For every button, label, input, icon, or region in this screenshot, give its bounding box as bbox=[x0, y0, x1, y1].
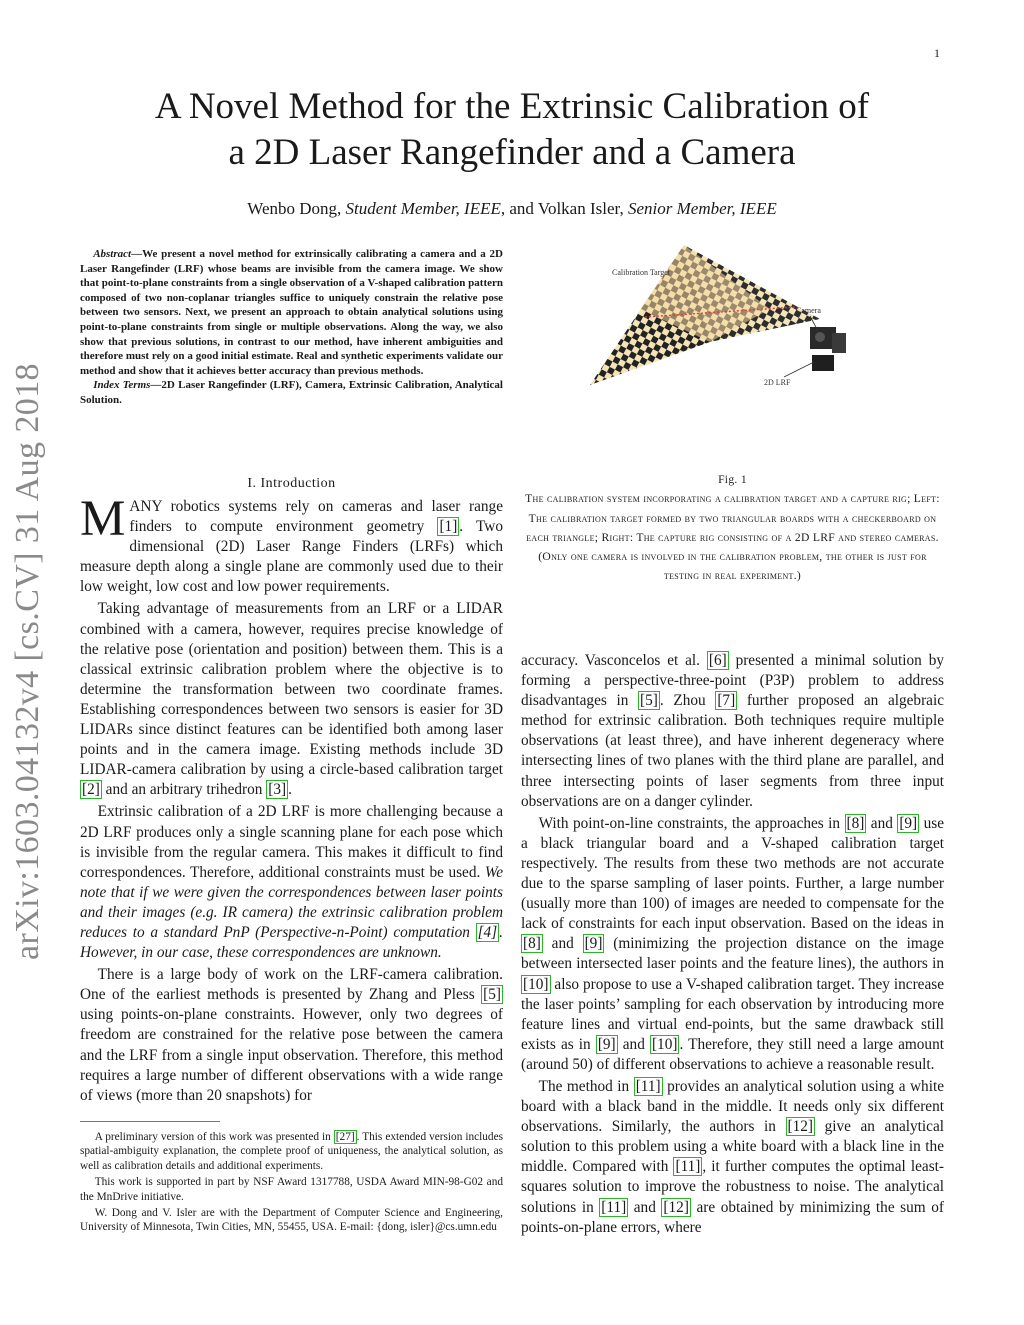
citation-link[interactable]: [6] bbox=[708, 652, 727, 669]
citation-link[interactable]: [27] bbox=[335, 1131, 355, 1143]
label-calibration-target: Calibration Target bbox=[612, 268, 671, 277]
citation-link[interactable]: [7] bbox=[717, 692, 736, 710]
lrf-pointer bbox=[784, 362, 814, 377]
citation-link[interactable]: [11] bbox=[635, 1077, 661, 1095]
r3-text: The method in bbox=[538, 1077, 634, 1095]
r3-text-c: give an analytical solution to this problem using a white board with a black line in the middle. Compared with bbox=[521, 1118, 945, 1176]
r1-text: accuracy. Vasconcelos et al. bbox=[521, 652, 707, 669]
figure-number: Fig. 1 bbox=[718, 473, 747, 486]
title-line-1: A Novel Method for the Extrinsic Calibration of bbox=[154, 86, 870, 127]
citation-link[interactable]: [1] bbox=[439, 518, 458, 536]
paragraph-2 bbox=[80, 599, 503, 800]
r2-text-d: and bbox=[542, 935, 583, 953]
citation-link[interactable]: [5] bbox=[483, 986, 501, 1004]
r2-text-f: also propose to use a V-shaped calibration target. They increase the laser points’ sampling for each observation by introducing more feature lines and virtual end-points, but the same drawback still exists as in bbox=[521, 975, 944, 1053]
r3-text-f: are obtained by minimizing the sum of points-on-plane errors, where bbox=[521, 1198, 944, 1236]
author-line bbox=[60, 199, 964, 219]
footnote-1-end: . This extended version includes spatial-ambiguity explanation, the complete proof of uniqueness, the analytical solution, as well as calibration details and additional experiments. bbox=[80, 1131, 503, 1172]
figure-caption-text: The calibration system incorporating a calibration target and a capture rig; Left: The calibration target formed by two triangular boards with a checkerboard on each triangle; Right: The capture rig consisting of a 2D LRF and stereo cameras. (Only one camera is involved in the calibration problem, the other is just for testing in real experiment.) bbox=[525, 492, 940, 583]
r2-text-e: (minimizing the projection distance on the image between intersected laser points and the feature lines), the authors in bbox=[521, 935, 944, 973]
r1-text-c: . Zhou bbox=[659, 692, 716, 710]
calibration-figure bbox=[570, 237, 910, 387]
para-4-end: using points-on-plane constraints. However, only two degrees of freedom are constrained for the relative pose between the camera and the LRF from a single input observation. Therefore, this method requires a large number of different observations with a wide range of views (more than 20 snapshots) for bbox=[80, 1006, 503, 1104]
right-paragraph-1 bbox=[521, 651, 944, 812]
citation-link[interactable]: [9] bbox=[899, 814, 918, 832]
citation-link[interactable]: [9] bbox=[584, 935, 603, 953]
author-2-role: Senior Member, IEEE bbox=[628, 199, 777, 218]
author-joiner: , and Volkan Isler, bbox=[500, 199, 624, 218]
paper-title bbox=[60, 84, 964, 176]
paragraph-3 bbox=[80, 802, 503, 963]
title-line-2: a 2D Laser Rangefinder and a Camera bbox=[228, 132, 796, 173]
footnote-1-text: A preliminary version of this work was presented in bbox=[94, 1131, 334, 1143]
citation-link[interactable]: [3] bbox=[268, 781, 287, 799]
right-paragraph-2 bbox=[521, 814, 944, 1075]
para-1-end: . Two dimensional (2D) Laser Range Finders (LRFs) which measure depth along a single plane are commonly used due to their low weight, low cost and low power requirements. bbox=[80, 518, 504, 596]
para-3-italic-end: . However, in our case, these correspondences are unknown. bbox=[80, 923, 503, 962]
drop-cap: M bbox=[80, 491, 126, 547]
right-column-body bbox=[521, 651, 944, 1240]
citation-link[interactable]: [10] bbox=[523, 975, 549, 993]
r3-text-b: provides an analytical solution using a white board with a black band in the middle. It needs only six different observations. Similarly, the authors in bbox=[521, 1077, 944, 1136]
para-1-text: ANY robotics systems rely on cameras and laser range finders to compute environment geometry bbox=[129, 498, 503, 536]
label-camera: Camera bbox=[796, 306, 821, 315]
capture-rig bbox=[810, 327, 846, 371]
para-2-end: . bbox=[288, 781, 292, 799]
r3-text-d: , it further computes the optimal least-squares solution to improve the robustness to noise. The analytical solutions in bbox=[521, 1158, 944, 1216]
citation-link[interactable]: [12] bbox=[787, 1118, 813, 1136]
para-4-text: There is a large body of work on the LRF-camera calibration. One of the earliest methods is presented by Zhang and Pless bbox=[80, 966, 503, 1004]
r2-text-b: and bbox=[866, 814, 898, 832]
footnote-1 bbox=[80, 1130, 503, 1173]
footnote-2: This work is supported in part by NSF Award 1317788, USDA Award MIN-98-G02 and the MnDrive initiative. bbox=[80, 1176, 503, 1203]
para-2-text-b: and an arbitrary trihedron bbox=[101, 781, 267, 799]
page-number: 1 bbox=[934, 46, 940, 60]
citation-link[interactable]: [10] bbox=[651, 1035, 678, 1053]
r2-text: With point-on-line constraints, the approaches in bbox=[538, 814, 845, 832]
paragraph-4 bbox=[80, 965, 503, 1106]
citation-link[interactable]: [9] bbox=[597, 1035, 616, 1053]
arxiv-stamp: arXiv:1603.04132v4 [cs.CV] 31 Aug 2018 bbox=[9, 363, 46, 960]
left-column-body bbox=[80, 491, 504, 1108]
citation-link[interactable]: [11] bbox=[675, 1158, 701, 1176]
r1-text-d: further proposed an algebraic method for extrinsic calibration. Both techniques require multiple observations (at least three), and have inherent degeneracy where intersecting lines of two planes with the third plane are parallel, and three intersecting points of laser segments from three input observations are on a danger cylinder. bbox=[521, 692, 945, 810]
author-1: Wenbo Dong, bbox=[247, 199, 342, 218]
citation-link[interactable]: [12] bbox=[663, 1198, 689, 1216]
citation-link[interactable]: [5] bbox=[640, 692, 658, 710]
figure-caption bbox=[521, 470, 944, 586]
r2-text-h: . Therefore, they still need a large amount (around 50) of different observations to achieve a reasonable result. bbox=[521, 1035, 944, 1073]
abstract bbox=[80, 247, 503, 408]
section-heading: I. Introduction bbox=[247, 476, 336, 491]
footnote-rule bbox=[80, 1121, 220, 1122]
footnote-3: W. Dong and V. Isler are with the Department of Computer Science and Engineering, University of Minnesota, Twin Cities, MN, 55455, USA. E-mail: {dong, isler}@cs.umn.edu bbox=[80, 1207, 503, 1234]
citation-link[interactable]: [8] bbox=[846, 814, 865, 832]
footnotes bbox=[80, 1130, 503, 1237]
r3-text-e: and bbox=[628, 1198, 662, 1216]
index-terms-text: —2D Laser Rangefinder (LRF), Camera, Extrinsic Calibration, Analytical Solution. bbox=[80, 379, 503, 406]
para-3-text: Extrinsic calibration of a 2D LRF is more challenging because a 2D LRF produces only a single scanning plane for each pose which is invisible from the regular camera. This makes it difficult to find correspondences. Therefore, additional constraints must be used. bbox=[80, 803, 503, 881]
para-2-text: Taking advantage of measurements from an LRF or a LIDAR combined with a camera, however, requires precise knowledge of the relative pose (orientation and position) between them. This is a classical extrinsic calibration problem where the objective is to determine the transformation between two coordinate frames. Establishing correspondences between two sensors is easier for 3D LIDARs since distinct features can be identified both among laser points and in the camera image. Existing methods include 3D LIDAR-camera calibration by using a circle-based calibration target bbox=[80, 600, 503, 779]
right-paragraph-3 bbox=[521, 1077, 944, 1238]
label-2d-lrf: 2D LRF bbox=[764, 378, 791, 387]
abstract-label: Abstract bbox=[93, 248, 132, 260]
citation-link[interactable]: [2] bbox=[82, 781, 100, 799]
r2-text-c: use a black triangular board and a V-shaped calibration target respectively. The results from these two methods are not accurate due to the sparse sampling of laser points. Further, a large number (usually more than 100) of images are needed to compensate for the lack of constraints for each input observation. Based on the ideas in bbox=[521, 814, 944, 933]
r2-text-g: and bbox=[617, 1035, 650, 1053]
citation-link[interactable]: [4] bbox=[477, 923, 498, 941]
abstract-text: —We present a novel method for extrinsically calibrating a camera and a 2D Laser Rangefinder (LRF) whose beams are invisible from the camera image. We show that point-to-plane constraints from a single observation of a V-shaped calibration pattern composed of two non-coplanar triangles suffice to uniquely constrain the relative pose between two sensors. Next, we present an approach to obtain analytical solutions using point-to-plane constraints from single or multiple observations. Along the way, we also show that previous solutions, in contrast to our method, have inherent ambiguities and therefore must rely on a good initial estimate. Real and synthetic experiments validate our method and show that it achieves better accuracy than previous methods. bbox=[80, 248, 503, 377]
para-3-italic: We note that if we were given the correspondences between laser points and their images (e.g. IR camera) the extrinsic calibration problem reduces to a standard PnP (Perspective-n-Point) computation bbox=[80, 863, 503, 941]
author-1-role: Student Member, IEEE bbox=[345, 199, 501, 218]
citation-link[interactable]: [8] bbox=[523, 935, 541, 953]
r1-text-b: presented a minimal solution by forming a perspective-three-point (P3P) problem to address disadvantages in bbox=[521, 652, 944, 710]
citation-link[interactable]: [11] bbox=[601, 1198, 627, 1216]
index-terms-label: Index Terms bbox=[93, 379, 151, 392]
